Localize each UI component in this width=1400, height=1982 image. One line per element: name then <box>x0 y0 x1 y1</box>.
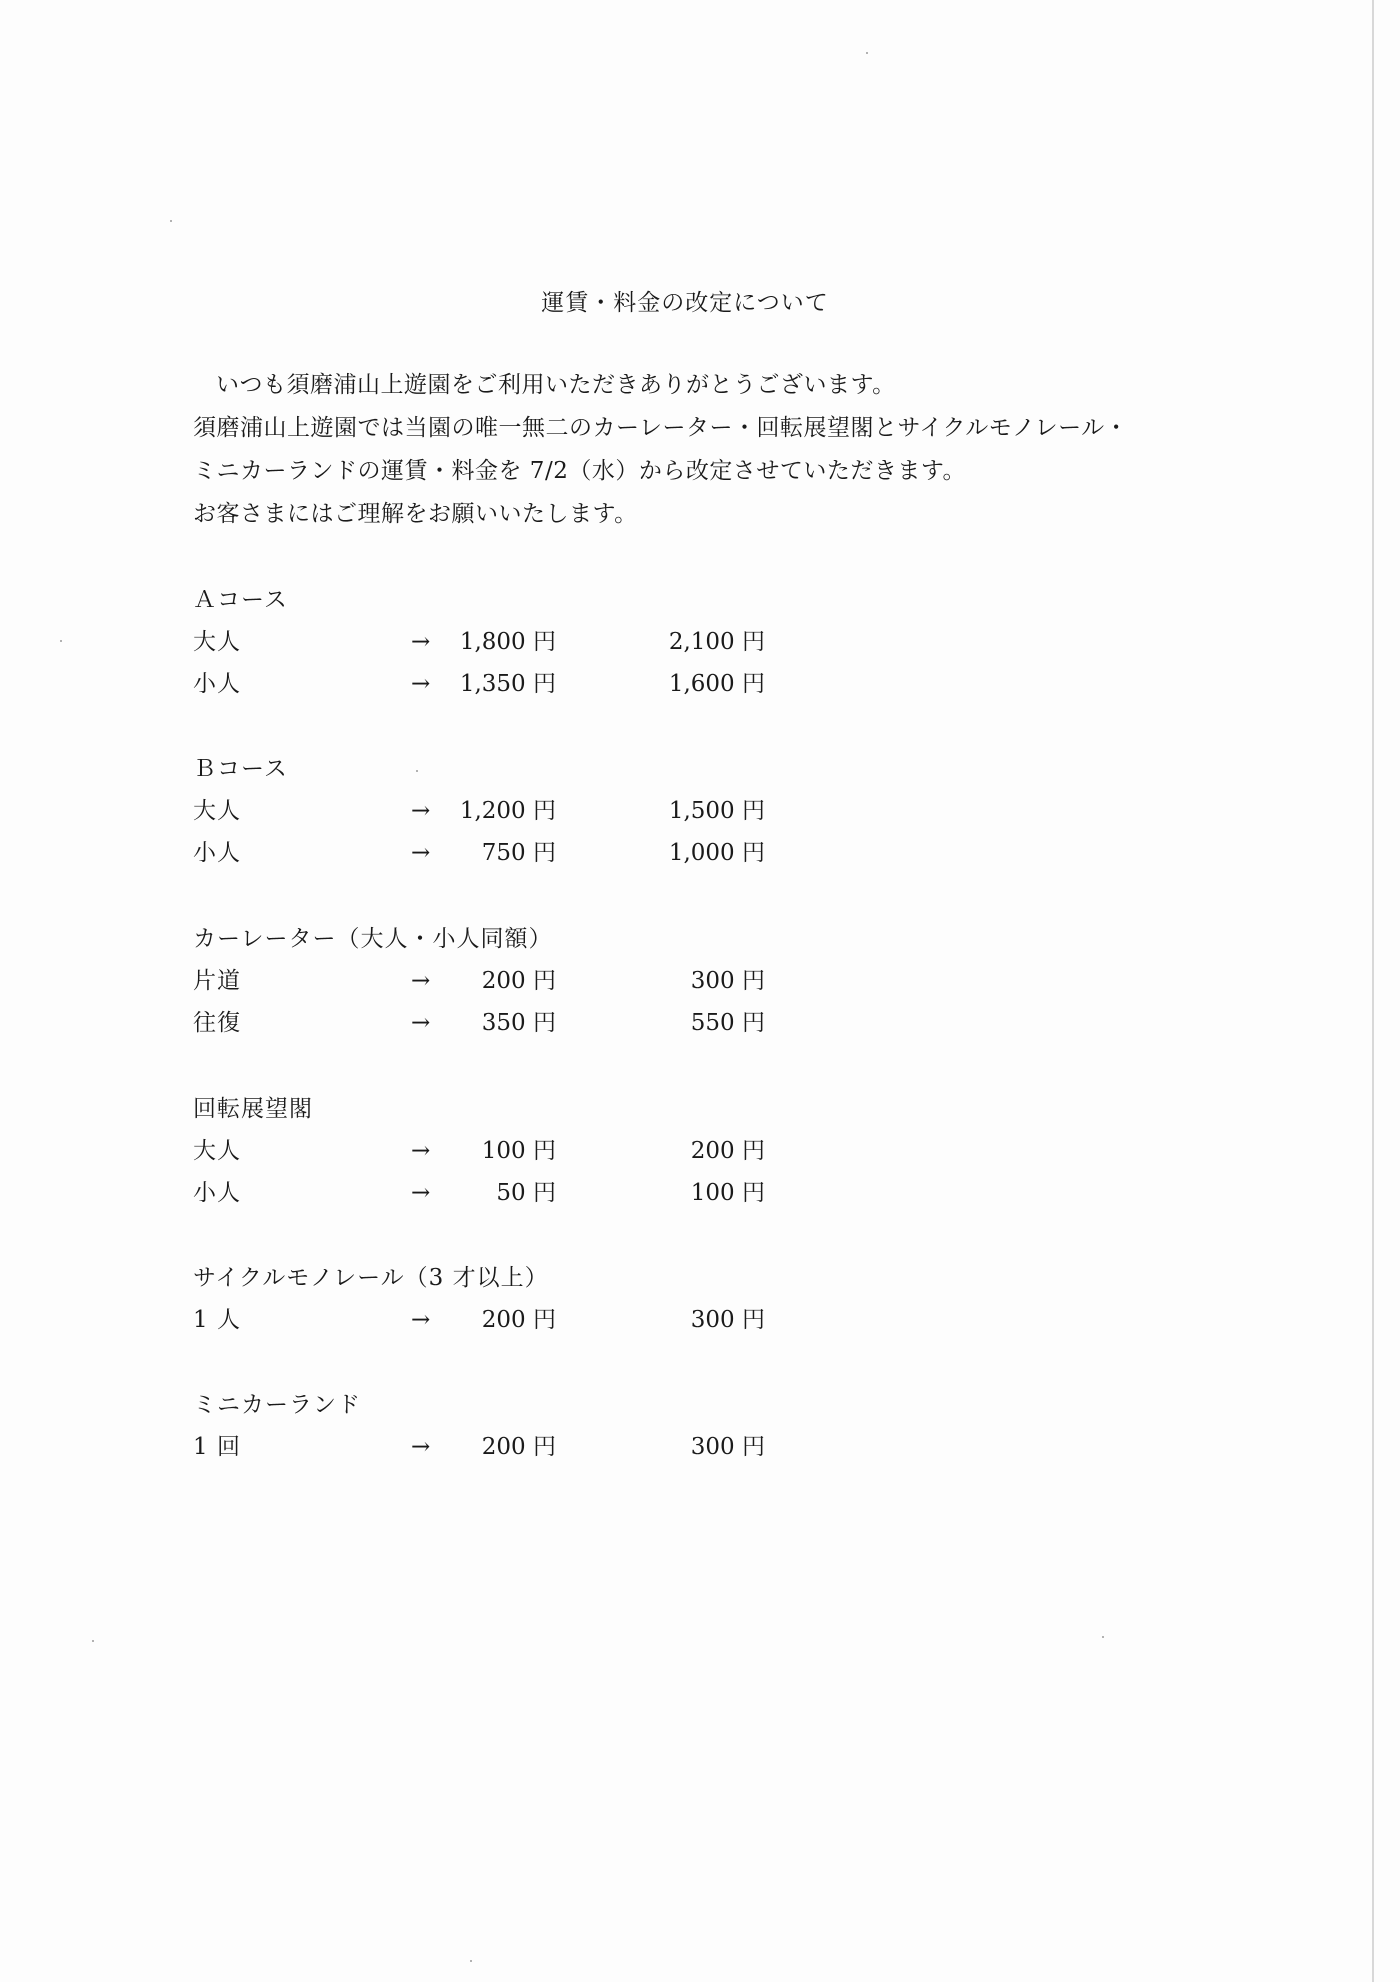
fare-label: 小人 <box>193 671 241 697</box>
section-heading: ミニカーランド <box>193 1392 361 1418</box>
intro-line: 須磨浦山上遊園では当園の唯一無二のカーレーター・回転展望閣とサイクルモノレール・ <box>193 415 1129 441</box>
arrow-icon: → <box>411 1138 431 1164</box>
fare-section-observatory <box>193 1088 893 1214</box>
arrow-icon: → <box>411 671 431 697</box>
old-fare: 200 円 <box>481 1307 556 1333</box>
fare-row <box>193 960 893 1002</box>
new-fare: 300 円 <box>690 1434 765 1460</box>
arrow-icon: → <box>411 1010 431 1036</box>
new-fare: 550 円 <box>690 1010 765 1036</box>
fare-row <box>193 1299 893 1341</box>
fare-row <box>193 790 893 832</box>
new-fare: 300 円 <box>690 1307 765 1333</box>
fare-row <box>193 1130 893 1172</box>
intro-line: いつも須磨浦山上遊園をご利用いただきありがとうございます。 <box>216 372 896 398</box>
arrow-icon: → <box>411 1180 431 1206</box>
old-fare: 50 円 <box>496 1180 556 1206</box>
arrow-icon: → <box>411 840 431 866</box>
scan-speck <box>470 1960 472 1962</box>
fare-label: 1 回 <box>193 1434 241 1460</box>
fare-row <box>193 1426 893 1468</box>
new-fare: 1,000 円 <box>668 840 765 866</box>
fare-row <box>193 663 893 705</box>
arrow-icon: → <box>411 1434 431 1460</box>
section-heading: 回転展望閣 <box>193 1096 313 1122</box>
old-fare: 200 円 <box>481 968 556 994</box>
old-fare: 1,200 円 <box>459 798 556 824</box>
fare-label: 大人 <box>193 798 241 824</box>
arrow-icon: → <box>411 1307 431 1333</box>
old-fare: 100 円 <box>481 1138 556 1164</box>
new-fare: 1,500 円 <box>668 798 765 824</box>
old-fare: 750 円 <box>481 840 556 866</box>
fare-label: 小人 <box>193 1180 241 1206</box>
fare-section-carlator <box>193 918 893 1044</box>
old-fare: 200 円 <box>481 1434 556 1460</box>
old-fare: 350 円 <box>481 1010 556 1036</box>
scan-speck <box>92 1640 94 1642</box>
section-heading: Ａコース <box>193 587 288 613</box>
new-fare: 200 円 <box>690 1138 765 1164</box>
scan-speck <box>60 640 62 642</box>
scan-speck <box>866 52 868 54</box>
fare-row <box>193 832 893 874</box>
old-fare: 1,800 円 <box>459 629 556 655</box>
fare-section-minicar-land <box>193 1384 893 1468</box>
fare-label: 小人 <box>193 840 241 866</box>
intro-line: ミニカーランドの運賃・料金を 7/2（水）から改定させていただきます。 <box>193 458 966 484</box>
fare-row <box>193 1172 893 1214</box>
arrow-icon: → <box>411 968 431 994</box>
fare-section-b-course <box>193 748 893 874</box>
arrow-icon: → <box>411 798 431 824</box>
new-fare: 2,100 円 <box>668 629 765 655</box>
arrow-icon: → <box>411 629 431 655</box>
intro-line: お客さまにはご理解をお願いいたします。 <box>193 501 638 527</box>
fare-row <box>193 1002 893 1044</box>
fare-label: 片道 <box>193 968 241 994</box>
document-title: 運賃・料金の改定について <box>541 290 829 316</box>
intro-paragraph <box>193 364 1243 536</box>
fare-section-cycle-monorail <box>193 1257 893 1341</box>
fare-row <box>193 621 893 663</box>
fare-label: 往復 <box>193 1010 241 1036</box>
new-fare: 300 円 <box>690 968 765 994</box>
fare-label: 大人 <box>193 629 241 655</box>
scan-speck <box>1102 1636 1104 1638</box>
old-fare: 1,350 円 <box>459 671 556 697</box>
new-fare: 1,600 円 <box>668 671 765 697</box>
section-heading: Ｂコース <box>193 756 288 782</box>
new-fare: 100 円 <box>690 1180 765 1206</box>
section-heading: カーレーター（大人・小人同額） <box>193 926 553 952</box>
fare-section-a-course <box>193 579 893 705</box>
fare-label: 1 人 <box>193 1307 241 1333</box>
fare-label: 大人 <box>193 1138 241 1164</box>
scan-speck <box>170 220 172 222</box>
section-heading: サイクルモノレール（3 才以上） <box>193 1265 549 1291</box>
